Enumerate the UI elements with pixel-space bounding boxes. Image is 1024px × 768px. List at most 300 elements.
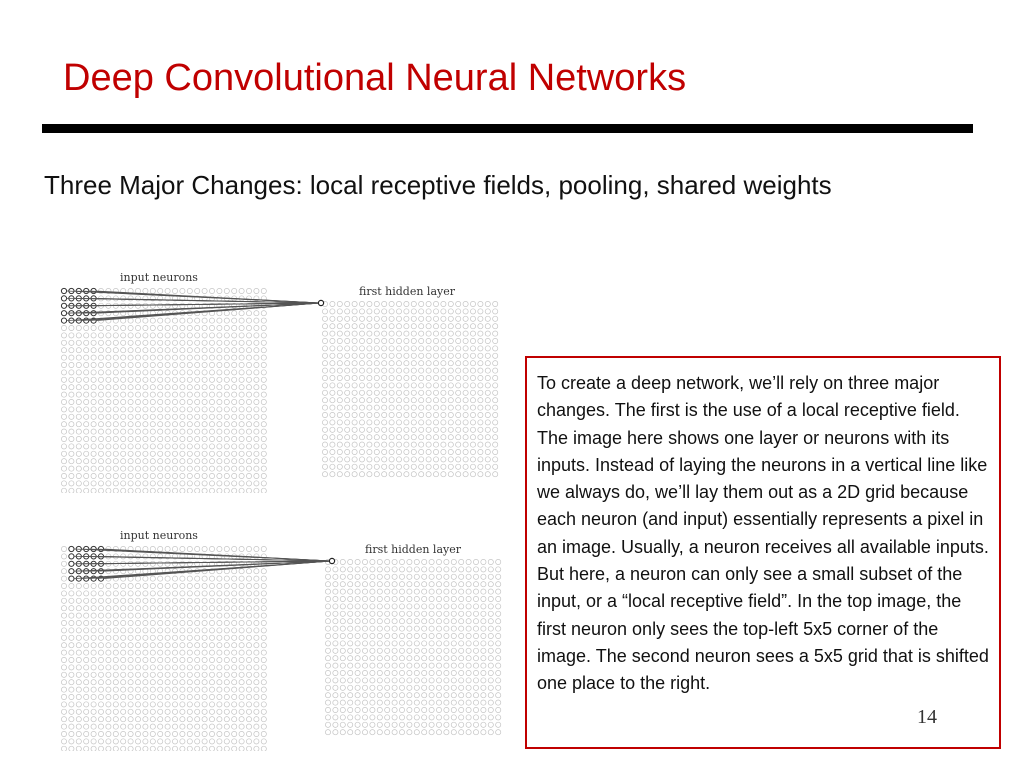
input-neuron xyxy=(113,724,118,729)
input-neuron xyxy=(84,466,89,471)
hidden-neuron xyxy=(459,582,464,587)
input-neuron xyxy=(246,739,251,744)
hidden-neuron xyxy=(407,611,412,616)
input-neuron xyxy=(135,672,140,677)
input-neuron xyxy=(98,672,103,677)
input-neuron xyxy=(261,466,266,471)
hidden-neuron xyxy=(399,670,404,675)
hidden-neuron xyxy=(451,589,456,594)
input-neuron xyxy=(217,385,222,390)
input-neuron xyxy=(195,613,200,618)
input-neuron xyxy=(217,635,222,640)
hidden-neuron xyxy=(488,715,493,720)
input-neuron xyxy=(261,422,266,427)
hidden-neuron xyxy=(429,670,434,675)
hidden-neuron xyxy=(426,457,431,462)
hidden-neuron xyxy=(481,730,486,735)
input-neuron xyxy=(209,746,214,751)
input-neuron xyxy=(187,606,192,611)
input-neuron xyxy=(135,325,140,330)
input-neuron xyxy=(254,583,259,588)
hidden-neuron xyxy=(429,715,434,720)
input-neuron xyxy=(224,739,229,744)
input-neuron xyxy=(180,414,185,419)
input-neuron xyxy=(143,466,148,471)
hidden-neuron xyxy=(340,604,345,609)
input-neuron xyxy=(150,362,155,367)
input-neuron xyxy=(69,702,74,707)
hidden-neuron xyxy=(422,715,427,720)
hidden-neuron xyxy=(473,715,478,720)
input-neuron xyxy=(113,429,118,434)
input-neuron xyxy=(261,613,266,618)
hidden-neuron xyxy=(466,700,471,705)
input-neuron xyxy=(165,702,170,707)
hidden-neuron xyxy=(473,559,478,564)
hidden-neuron xyxy=(433,309,438,314)
input-neuron xyxy=(165,665,170,670)
input-neuron xyxy=(91,724,96,729)
input-neuron xyxy=(217,481,222,486)
hidden-neuron xyxy=(362,604,367,609)
input-neuron xyxy=(246,598,251,603)
hidden-neuron xyxy=(325,693,330,698)
hidden-neuron xyxy=(496,611,501,616)
input-neuron xyxy=(209,598,214,603)
hidden-neuron xyxy=(396,375,401,380)
input-neuron xyxy=(172,628,177,633)
hidden-neuron xyxy=(330,316,335,321)
hidden-neuron xyxy=(322,412,327,417)
hidden-neuron xyxy=(478,361,483,366)
input-neuron xyxy=(187,717,192,722)
input-neuron xyxy=(91,385,96,390)
input-neuron xyxy=(261,459,266,464)
hidden-neuron xyxy=(485,442,490,447)
input-neuron xyxy=(84,414,89,419)
hidden-neuron xyxy=(325,648,330,653)
input-neuron xyxy=(232,318,237,323)
input-neuron xyxy=(84,407,89,412)
input-neuron xyxy=(158,620,163,625)
hidden-neuron xyxy=(485,324,490,329)
hidden-neuron xyxy=(362,641,367,646)
input-neuron xyxy=(202,620,207,625)
hidden-neuron xyxy=(367,390,372,395)
input-neuron xyxy=(261,451,266,456)
input-neuron xyxy=(150,481,155,486)
hidden-neuron xyxy=(456,420,461,425)
hidden-neuron xyxy=(470,390,475,395)
hidden-neuron xyxy=(496,641,501,646)
input-neuron xyxy=(187,657,192,662)
hidden-neuron xyxy=(463,435,468,440)
input-neuron xyxy=(254,731,259,736)
hidden-neuron xyxy=(352,472,357,477)
input-neuron xyxy=(246,665,251,670)
input-neuron xyxy=(69,414,74,419)
input-neuron xyxy=(76,407,81,412)
hidden-neuron xyxy=(459,567,464,572)
input-neuron xyxy=(76,598,81,603)
input-neuron xyxy=(232,613,237,618)
input-neuron xyxy=(217,554,222,559)
input-neuron xyxy=(150,392,155,397)
input-neuron xyxy=(239,680,244,685)
input-neuron xyxy=(91,687,96,692)
hidden-neuron xyxy=(441,338,446,343)
hidden-neuron xyxy=(429,648,434,653)
hidden-neuron xyxy=(459,707,464,712)
hidden-neuron xyxy=(419,398,424,403)
input-neuron xyxy=(106,687,111,692)
input-neuron xyxy=(143,451,148,456)
input-neuron xyxy=(91,422,96,427)
hidden-neuron xyxy=(459,559,464,564)
input-neuron xyxy=(180,436,185,441)
input-neuron xyxy=(121,620,126,625)
input-neuron xyxy=(98,694,103,699)
input-neuron xyxy=(91,739,96,744)
input-neuron xyxy=(172,650,177,655)
hidden-neuron xyxy=(340,619,345,624)
input-neuron xyxy=(158,333,163,338)
hidden-neuron xyxy=(396,331,401,336)
hidden-neuron xyxy=(414,596,419,601)
hidden-neuron xyxy=(470,331,475,336)
input-neuron xyxy=(135,635,140,640)
hidden-neuron xyxy=(429,641,434,646)
hidden-neuron xyxy=(441,375,446,380)
input-neuron xyxy=(246,694,251,699)
hidden-neuron xyxy=(359,449,364,454)
hidden-neuron xyxy=(399,589,404,594)
input-neuron xyxy=(158,680,163,685)
hidden-neuron xyxy=(470,412,475,417)
hidden-neuron xyxy=(389,353,394,358)
input-neuron xyxy=(246,746,251,751)
input-neuron xyxy=(187,709,192,714)
input-neuron xyxy=(143,665,148,670)
input-neuron xyxy=(98,665,103,670)
hidden-neuron xyxy=(436,633,441,638)
hidden-neuron xyxy=(463,383,468,388)
input-neuron xyxy=(91,717,96,722)
hidden-neuron xyxy=(362,611,367,616)
input-neuron xyxy=(180,561,185,566)
input-neuron xyxy=(209,362,214,367)
hidden-neuron xyxy=(481,641,486,646)
input-neuron xyxy=(165,362,170,367)
hidden-neuron xyxy=(389,435,394,440)
input-neuron xyxy=(224,628,229,633)
hidden-neuron xyxy=(399,619,404,624)
input-neuron xyxy=(128,362,133,367)
input-neuron xyxy=(187,488,192,493)
input-neuron xyxy=(143,687,148,692)
hidden-neuron xyxy=(426,338,431,343)
input-neuron xyxy=(61,370,66,375)
hidden-neuron xyxy=(330,390,335,395)
hidden-neuron xyxy=(348,685,353,690)
hidden-neuron xyxy=(485,361,490,366)
hidden-neuron xyxy=(322,338,327,343)
hidden-neuron xyxy=(419,383,424,388)
hidden-neuron xyxy=(377,663,382,668)
input-neuron xyxy=(180,325,185,330)
hidden-neuron xyxy=(325,626,330,631)
hidden-neuron xyxy=(441,405,446,410)
input-neuron xyxy=(158,598,163,603)
input-neuron xyxy=(224,687,229,692)
hidden-neuron xyxy=(389,324,394,329)
hidden-neuron xyxy=(367,309,372,314)
hidden-neuron xyxy=(466,589,471,594)
input-neuron xyxy=(209,355,214,360)
hidden-neuron xyxy=(385,678,390,683)
hidden-neuron xyxy=(429,604,434,609)
input-neuron xyxy=(202,613,207,618)
hidden-neuron xyxy=(433,338,438,343)
input-neuron xyxy=(98,731,103,736)
hidden-neuron xyxy=(359,331,364,336)
input-neuron xyxy=(158,702,163,707)
hidden-neuron xyxy=(451,693,456,698)
input-neuron xyxy=(209,709,214,714)
input-neuron xyxy=(232,583,237,588)
hidden-neuron xyxy=(340,663,345,668)
hidden-neuron xyxy=(325,670,330,675)
input-neuron xyxy=(261,318,266,323)
input-neuron xyxy=(172,643,177,648)
input-neuron xyxy=(187,355,192,360)
hidden-neuron xyxy=(345,457,350,462)
input-neuron xyxy=(195,466,200,471)
input-neuron xyxy=(98,370,103,375)
hidden-neuron xyxy=(463,390,468,395)
input-neuron xyxy=(158,288,163,293)
input-neuron xyxy=(61,348,66,353)
input-neuron xyxy=(143,377,148,382)
input-neuron xyxy=(239,451,244,456)
input-neuron xyxy=(172,422,177,427)
input-neuron xyxy=(165,635,170,640)
hidden-neuron xyxy=(337,435,342,440)
hidden-neuron xyxy=(419,464,424,469)
hidden-neuron xyxy=(377,648,382,653)
input-neuron xyxy=(224,436,229,441)
input-neuron xyxy=(187,591,192,596)
speaker-note-text: To create a deep network, we’ll rely on three major changes. The first is the use of a local receptive field. The image here shows one layer or neurons with its inputs. Instead of laying the neurons in a vertical line like we always do, we’ll lay them out as a 2D grid because each neuron (and input) essentially represents a pixel in an image. Usually, a neuron receives all available inputs. But here, a neuron can only see a small subset of the input, or a “local receptive field”. In the top image, the first neuron only sees the top-left 5x5 corner of the image. The second neuron sees a 5x5 grid that is shifted one place to the right. xyxy=(537,373,989,694)
hidden-neuron xyxy=(459,685,464,690)
input-neuron xyxy=(98,643,103,648)
hidden-neuron xyxy=(345,353,350,358)
input-neuron xyxy=(195,459,200,464)
hidden-neuron xyxy=(377,567,382,572)
hidden-neuron xyxy=(352,375,357,380)
input-neuron xyxy=(135,687,140,692)
input-neuron xyxy=(84,392,89,397)
hidden-neuron xyxy=(493,331,498,336)
input-neuron xyxy=(209,628,214,633)
input-neuron xyxy=(143,598,148,603)
hidden-neuron xyxy=(359,390,364,395)
input-neuron xyxy=(209,635,214,640)
input-neuron xyxy=(106,407,111,412)
input-neuron xyxy=(165,414,170,419)
input-neuron xyxy=(158,362,163,367)
hidden-neuron xyxy=(407,574,412,579)
input-neuron xyxy=(261,643,266,648)
input-neuron xyxy=(143,399,148,404)
input-neuron xyxy=(217,370,222,375)
hidden-neuron xyxy=(485,464,490,469)
hidden-neuron xyxy=(426,301,431,306)
hidden-neuron xyxy=(348,700,353,705)
input-neuron xyxy=(121,665,126,670)
hidden-neuron xyxy=(448,457,453,462)
hidden-neuron xyxy=(444,730,449,735)
input-neuron xyxy=(209,414,214,419)
hidden-neuron xyxy=(392,700,397,705)
input-neuron xyxy=(165,546,170,551)
input-neuron xyxy=(165,407,170,412)
input-neuron xyxy=(202,414,207,419)
hidden-neuron xyxy=(441,435,446,440)
hidden-neuron xyxy=(441,449,446,454)
input-neuron xyxy=(61,576,66,581)
input-neuron xyxy=(172,318,177,323)
input-neuron xyxy=(84,451,89,456)
hidden-neuron xyxy=(337,301,342,306)
input-neuron xyxy=(69,340,74,345)
hidden-neuron xyxy=(456,383,461,388)
hidden-neuron xyxy=(433,464,438,469)
input-neuron xyxy=(121,466,126,471)
hidden-neuron xyxy=(422,641,427,646)
input-neuron xyxy=(261,370,266,375)
input-neuron xyxy=(61,385,66,390)
input-neuron xyxy=(150,318,155,323)
hidden-neuron xyxy=(385,574,390,579)
input-neuron xyxy=(106,635,111,640)
input-neuron xyxy=(246,687,251,692)
input-neuron xyxy=(106,377,111,382)
input-neuron xyxy=(150,613,155,618)
hidden-neuron xyxy=(389,309,394,314)
input-neuron xyxy=(91,628,96,633)
hidden-neuron xyxy=(348,567,353,572)
hidden-neuron xyxy=(370,633,375,638)
hidden-neuron xyxy=(399,626,404,631)
input-neuron xyxy=(158,643,163,648)
input-neuron xyxy=(128,709,133,714)
input-neuron xyxy=(69,422,74,427)
hidden-neuron xyxy=(473,648,478,653)
hidden-neuron xyxy=(478,449,483,454)
hidden-neuron xyxy=(322,331,327,336)
hidden-neuron xyxy=(330,420,335,425)
input-neuron xyxy=(217,672,222,677)
input-neuron xyxy=(239,466,244,471)
input-neuron xyxy=(135,702,140,707)
hidden-neuron xyxy=(456,457,461,462)
input-neuron xyxy=(217,717,222,722)
input-neuron xyxy=(217,739,222,744)
input-neuron xyxy=(61,628,66,633)
hidden-neuron xyxy=(337,427,342,432)
hidden-neuron xyxy=(399,604,404,609)
input-neuron xyxy=(180,672,185,677)
input-neuron xyxy=(239,473,244,478)
input-neuron xyxy=(232,643,237,648)
input-neuron xyxy=(158,672,163,677)
input-neuron xyxy=(91,436,96,441)
input-neuron xyxy=(135,650,140,655)
hidden-neuron xyxy=(481,685,486,690)
hidden-neuron xyxy=(466,707,471,712)
hidden-neuron xyxy=(352,420,357,425)
hidden-neuron xyxy=(481,596,486,601)
input-neuron xyxy=(254,399,259,404)
input-neuron xyxy=(261,407,266,412)
input-neuron xyxy=(202,694,207,699)
input-neuron xyxy=(158,377,163,382)
input-neuron xyxy=(91,429,96,434)
input-neuron xyxy=(150,680,155,685)
input-neuron xyxy=(224,377,229,382)
hidden-neuron xyxy=(325,663,330,668)
input-neuron xyxy=(121,429,126,434)
input-neuron xyxy=(165,459,170,464)
input-neuron xyxy=(224,473,229,478)
hidden-neuron xyxy=(433,427,438,432)
input-neuron xyxy=(69,333,74,338)
input-neuron xyxy=(135,459,140,464)
input-neuron xyxy=(113,620,118,625)
hidden-neuron xyxy=(451,567,456,572)
input-neuron xyxy=(172,348,177,353)
input-neuron xyxy=(180,613,185,618)
hidden-neuron xyxy=(374,405,379,410)
input-neuron xyxy=(121,296,126,301)
hidden-neuron xyxy=(407,722,412,727)
input-neuron xyxy=(106,709,111,714)
input-neuron xyxy=(150,665,155,670)
hidden-neuron xyxy=(493,412,498,417)
input-neuron xyxy=(150,694,155,699)
hidden-neuron xyxy=(451,611,456,616)
hidden-neuron xyxy=(322,442,327,447)
input-neuron xyxy=(61,407,66,412)
input-neuron xyxy=(128,481,133,486)
input-neuron xyxy=(187,635,192,640)
input-neuron xyxy=(121,407,126,412)
input-neuron xyxy=(209,370,214,375)
hidden-neuron xyxy=(478,464,483,469)
hidden-neuron xyxy=(451,648,456,653)
input-neuron xyxy=(158,591,163,596)
input-neuron xyxy=(98,355,103,360)
input-neuron xyxy=(91,702,96,707)
hidden-neuron xyxy=(488,656,493,661)
input-neuron xyxy=(254,370,259,375)
hidden-neuron xyxy=(414,678,419,683)
hidden-neuron xyxy=(355,604,360,609)
input-neuron xyxy=(224,717,229,722)
hidden-neuron xyxy=(426,449,431,454)
hidden-neuron xyxy=(370,574,375,579)
